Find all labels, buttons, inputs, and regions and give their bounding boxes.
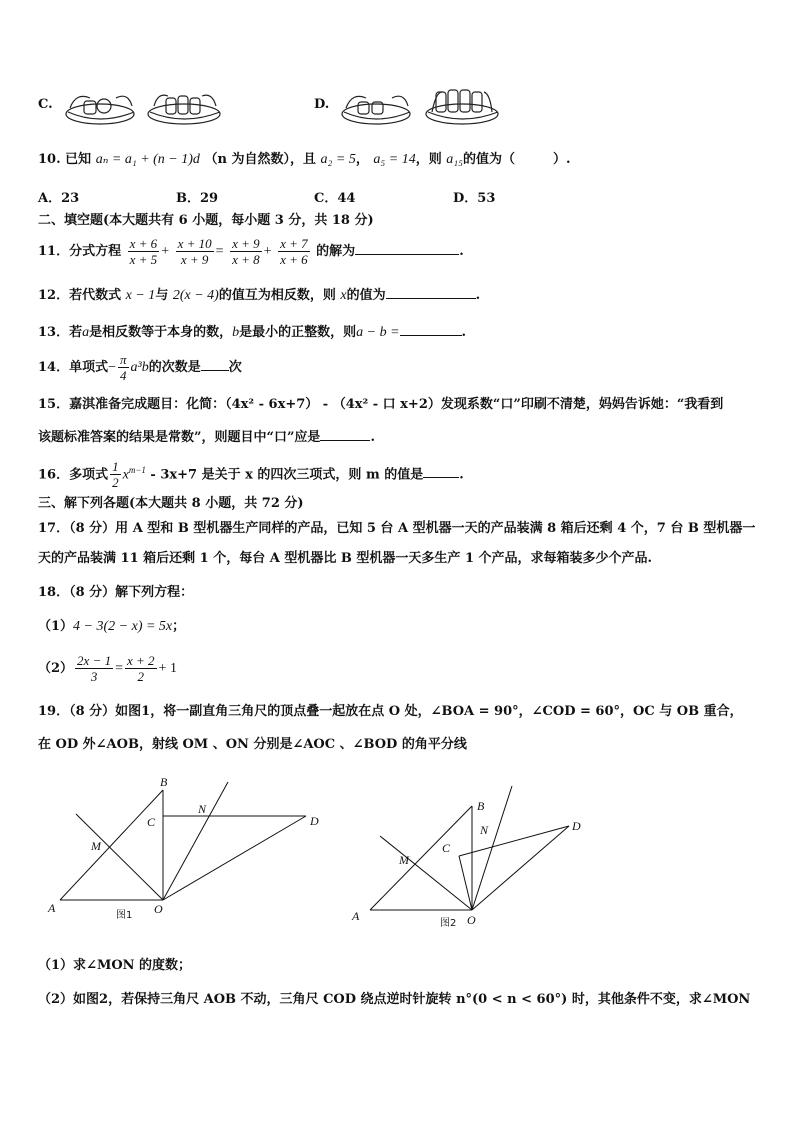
figure-1 — [40, 772, 330, 932]
segment-cd — [459, 826, 569, 856]
point-m-label: M — [399, 853, 409, 867]
fraction: $\frac{2x - 1}{3}$ — [77, 653, 112, 684]
segment-ab — [60, 790, 163, 900]
point-b-label: B — [477, 799, 485, 813]
q10-option-b: B．29 — [176, 191, 219, 206]
ray-om — [380, 836, 472, 910]
question-10: 10. 已知 aₙ = a₁ + (n − 1)d （n 为自然数），且 a₂ = 5， a₅ = 14，则 a₁₅的值为（ ）. — [38, 152, 571, 167]
point-c-label: C — [147, 815, 156, 829]
question-11: 11．分式方程 $\frac{x + 6}{x + 5}$ + $\frac{x + 10}{x + 9}$ = $\frac{x + 9}{x + 8}$ + $\frac{x + 7}{x + 6}$ 的解为 . — [38, 236, 464, 267]
question-12: 12．若代数式 x − 1与 2(x − 4)的值互为相反数，则 x的值为 . — [38, 284, 480, 306]
fraction: $\frac{1}{2}$ — [112, 459, 119, 491]
q10-option-c: C．44 — [314, 191, 356, 206]
ray-on — [163, 782, 228, 900]
question-19-line-1: 19．（8 分）如图1，将一副直角三角尺的顶点叠一起放在点 O 处，∠BOA = 90°，∠COD = 60°，OC 与 OB 重合， — [38, 704, 743, 719]
fraction: $\frac{x + 6}{x + 5}$ — [129, 236, 158, 267]
option-c-figure — [62, 82, 226, 132]
fraction: $\frac{x + 10}{x + 9}$ — [177, 236, 212, 267]
question-19-part-1: （1）求∠MON 的度数； — [38, 958, 192, 973]
section-3-heading: 三、解下列各题(本大题共 8 小题，共 72 分) — [38, 496, 304, 511]
question-18-part-1: （1）4 − 3(2 − x) = 5x； — [38, 619, 186, 634]
question-19-part-2: （2）如图2，若保持三角尺 AOB 不动，三角尺 COD 绕点逆时针旋转 n°(0 < n < 60°) 时，其他条件不变，求∠MON — [38, 992, 751, 1007]
option-d-label: D. — [314, 97, 330, 112]
question-17-line-2: 天的产品装满 11 箱后还剩 1 个，每台 A 型机器比 B 型机器一天多生产 1 个产品，求每箱装多少个产品. — [38, 551, 653, 566]
answer-blank — [320, 426, 370, 441]
question-19-line-2: 在 OD 外∠AOB，射线 OM 、ON 分别是∠AOC 、∠BOD 的角平分线 — [38, 737, 467, 752]
point-c-label: C — [442, 841, 451, 855]
figure-1-caption: 图1 — [116, 910, 133, 921]
point-a-label: A — [48, 901, 56, 915]
question-15-line-2: 该题标准答案的结果是常数”，则题目中“口”应是 . — [38, 426, 375, 448]
option-c-label: C. — [38, 97, 53, 112]
segment-od — [163, 816, 306, 900]
q10-option-a: A．23 — [38, 191, 80, 206]
answer-blank — [400, 321, 462, 336]
point-o-label: O — [467, 913, 476, 927]
point-o-label: O — [154, 902, 163, 916]
figure-2-caption: 图2 — [440, 918, 457, 929]
question-13: 13．若a是相反数等于本身的数，b是最小的正整数，则a − b = . — [38, 321, 466, 343]
fraction: $\frac{\pi}{4}$ — [120, 352, 127, 383]
segment-oc — [459, 856, 472, 910]
fraction: $\frac{x + 9}{x + 8}$ — [232, 236, 260, 267]
section-2-heading: 二、填空题(本大题共有 6 小题，每小题 3 分，共 18 分) — [38, 213, 374, 228]
point-b-label: B — [160, 775, 168, 789]
question-18: 18．（8 分）解下列方程： — [38, 585, 194, 600]
question-17-line-1: 17．（8 分）用 A 型和 B 型机器生产同样的产品，已知 5 台 A 型机器一天的产品装满 8 箱后还剩 4 个，7 台 B 型机器一 — [38, 521, 756, 536]
fraction: $\frac{x + 2}{2}$ — [127, 653, 155, 684]
formula: aₙ = a₁ + (n − 1)d — [95, 152, 200, 167]
question-18-part-2: （2） $\frac{2x - 1}{3}$ = $\frac{x + 2}{2}$ + 1 — [38, 653, 177, 684]
point-n-label: N — [480, 823, 489, 837]
answer-blank — [386, 284, 476, 299]
question-16: 16．多项式 $\frac{1}{2}$ $x^{m-1} - 3x+7$ 是关于 x 的四次三项式，则 m 的值是 . — [38, 459, 464, 491]
figure-2 — [344, 782, 604, 940]
point-m-label: M — [91, 839, 101, 853]
point-d-label: D — [310, 814, 319, 828]
q10-option-d: D．53 — [453, 191, 496, 206]
point-a-label: A — [352, 909, 360, 923]
segment-ab — [370, 806, 472, 910]
fraction: $\frac{x + 7}{x + 6}$ — [280, 236, 308, 267]
question-14: 14．单项式− $\frac{\pi}{4}$ a³b的次数是 次 — [38, 352, 242, 383]
answer-blank — [355, 240, 459, 255]
answer-blank — [423, 463, 459, 478]
question-15-line-1: 15．嘉淇准备完成题目：化简：（4x² - 6x+7） - （4x² - 口 x+2）发现系数“口”印刷不清楚，妈妈告诉她：“我看到 — [38, 397, 724, 412]
point-n-label: N — [198, 802, 207, 816]
option-d-figure — [340, 82, 504, 132]
point-d-label: D — [572, 819, 581, 833]
answer-blank — [201, 356, 229, 371]
segment-od — [472, 826, 569, 910]
